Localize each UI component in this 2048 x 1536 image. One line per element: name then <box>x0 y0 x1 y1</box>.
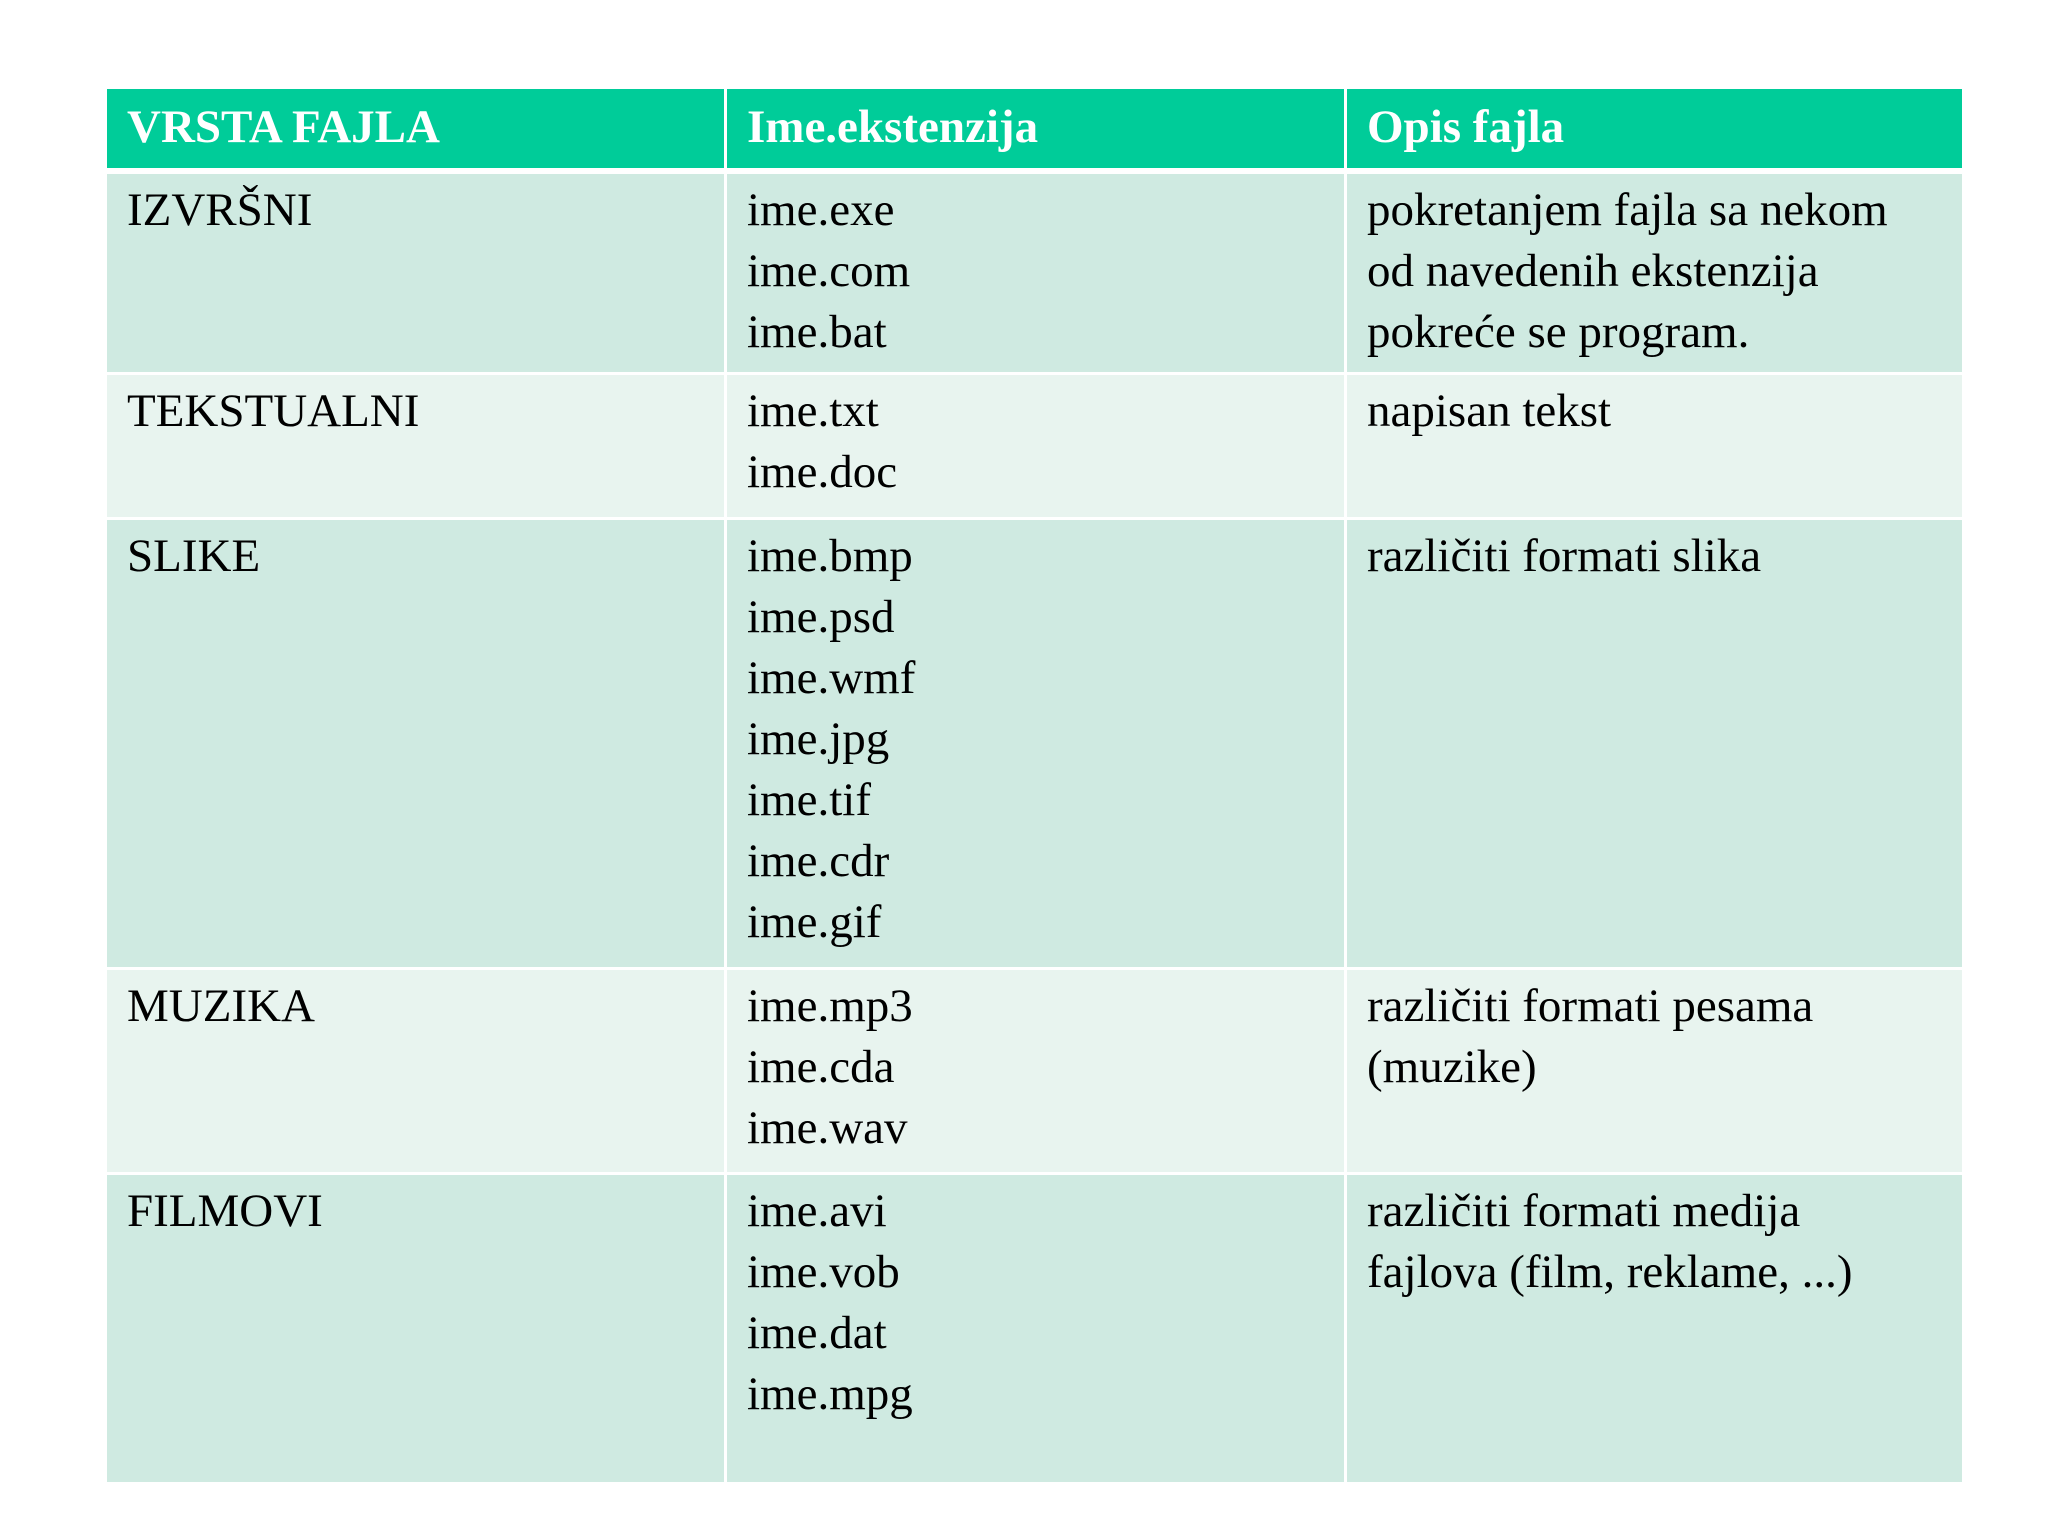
file-type-label: IZVRŠNI <box>127 183 313 236</box>
table-row <box>106 374 1964 519</box>
header-name-extension: Ime.ekstenzija <box>726 88 1346 171</box>
extension-item: ime.txt <box>747 385 879 437</box>
file-type-cell <box>106 171 726 374</box>
extension-item: ime.mpg <box>747 1368 913 1420</box>
description-line: napisan tekst <box>1367 385 1612 437</box>
extensions-cell <box>726 1174 1346 1484</box>
extension-item: ime.bat <box>747 305 887 358</box>
description-cell <box>1346 1174 1964 1484</box>
description-line: (muzike) <box>1367 1041 1537 1093</box>
extension-item: ime.cdr <box>747 835 890 887</box>
description-line: od navedenih ekstenzija <box>1367 244 1819 297</box>
extension-item: ime.wmf <box>747 652 916 704</box>
table-header-row <box>106 88 1964 171</box>
extensions-cell <box>726 171 1346 374</box>
file-type-label: MUZIKA <box>127 980 315 1032</box>
extension-item: ime.avi <box>747 1185 887 1237</box>
extension-item: ime.vob <box>747 1246 900 1298</box>
extension-item: ime.dat <box>747 1307 887 1359</box>
description-cell <box>1346 374 1964 519</box>
extension-item: ime.mp3 <box>747 980 913 1032</box>
extension-item: ime.wav <box>747 1102 908 1154</box>
extension-item: ime.gif <box>747 896 882 948</box>
file-type-cell <box>106 969 726 1174</box>
file-type-cell <box>106 519 726 969</box>
description-line: pokreće se program. <box>1367 305 1750 358</box>
extension-item: ime.com <box>747 244 911 297</box>
extensions-cell <box>726 374 1346 519</box>
table-row <box>106 171 1964 374</box>
extensions-cell <box>726 969 1346 1174</box>
extension-item: ime.doc <box>747 446 898 498</box>
extension-item: ime.tif <box>747 774 871 826</box>
file-type-label: TEKSTUALNI <box>127 385 420 437</box>
file-type-cell <box>106 1174 726 1484</box>
description-line: različiti formati medija <box>1367 1185 1801 1237</box>
description-cell <box>1346 171 1964 374</box>
table-row <box>106 1174 1964 1484</box>
description-line: fajlova (film, reklame, ...) <box>1367 1246 1853 1298</box>
header-file-description: Opis fajla <box>1346 88 1964 171</box>
file-type-cell <box>106 374 726 519</box>
header-file-type: VRSTA FAJLA <box>106 88 726 171</box>
description-line: pokretanjem fajla sa nekom <box>1367 183 1888 236</box>
extension-item: ime.jpg <box>747 713 890 765</box>
file-type-label: SLIKE <box>127 530 261 582</box>
extensions-cell <box>726 519 1346 969</box>
extension-item: ime.bmp <box>747 530 913 582</box>
table-row <box>106 519 1964 969</box>
description-cell <box>1346 519 1964 969</box>
extension-item: ime.exe <box>747 183 895 236</box>
description-cell <box>1346 969 1964 1174</box>
description-line: različiti formati pesama <box>1367 980 1814 1032</box>
table-row <box>106 969 1964 1174</box>
extension-item: ime.cda <box>747 1041 895 1093</box>
description-line: različiti formati slika <box>1367 530 1762 582</box>
file-types-table <box>104 86 1965 1485</box>
extension-item: ime.psd <box>747 591 895 643</box>
file-type-label: FILMOVI <box>127 1185 323 1237</box>
